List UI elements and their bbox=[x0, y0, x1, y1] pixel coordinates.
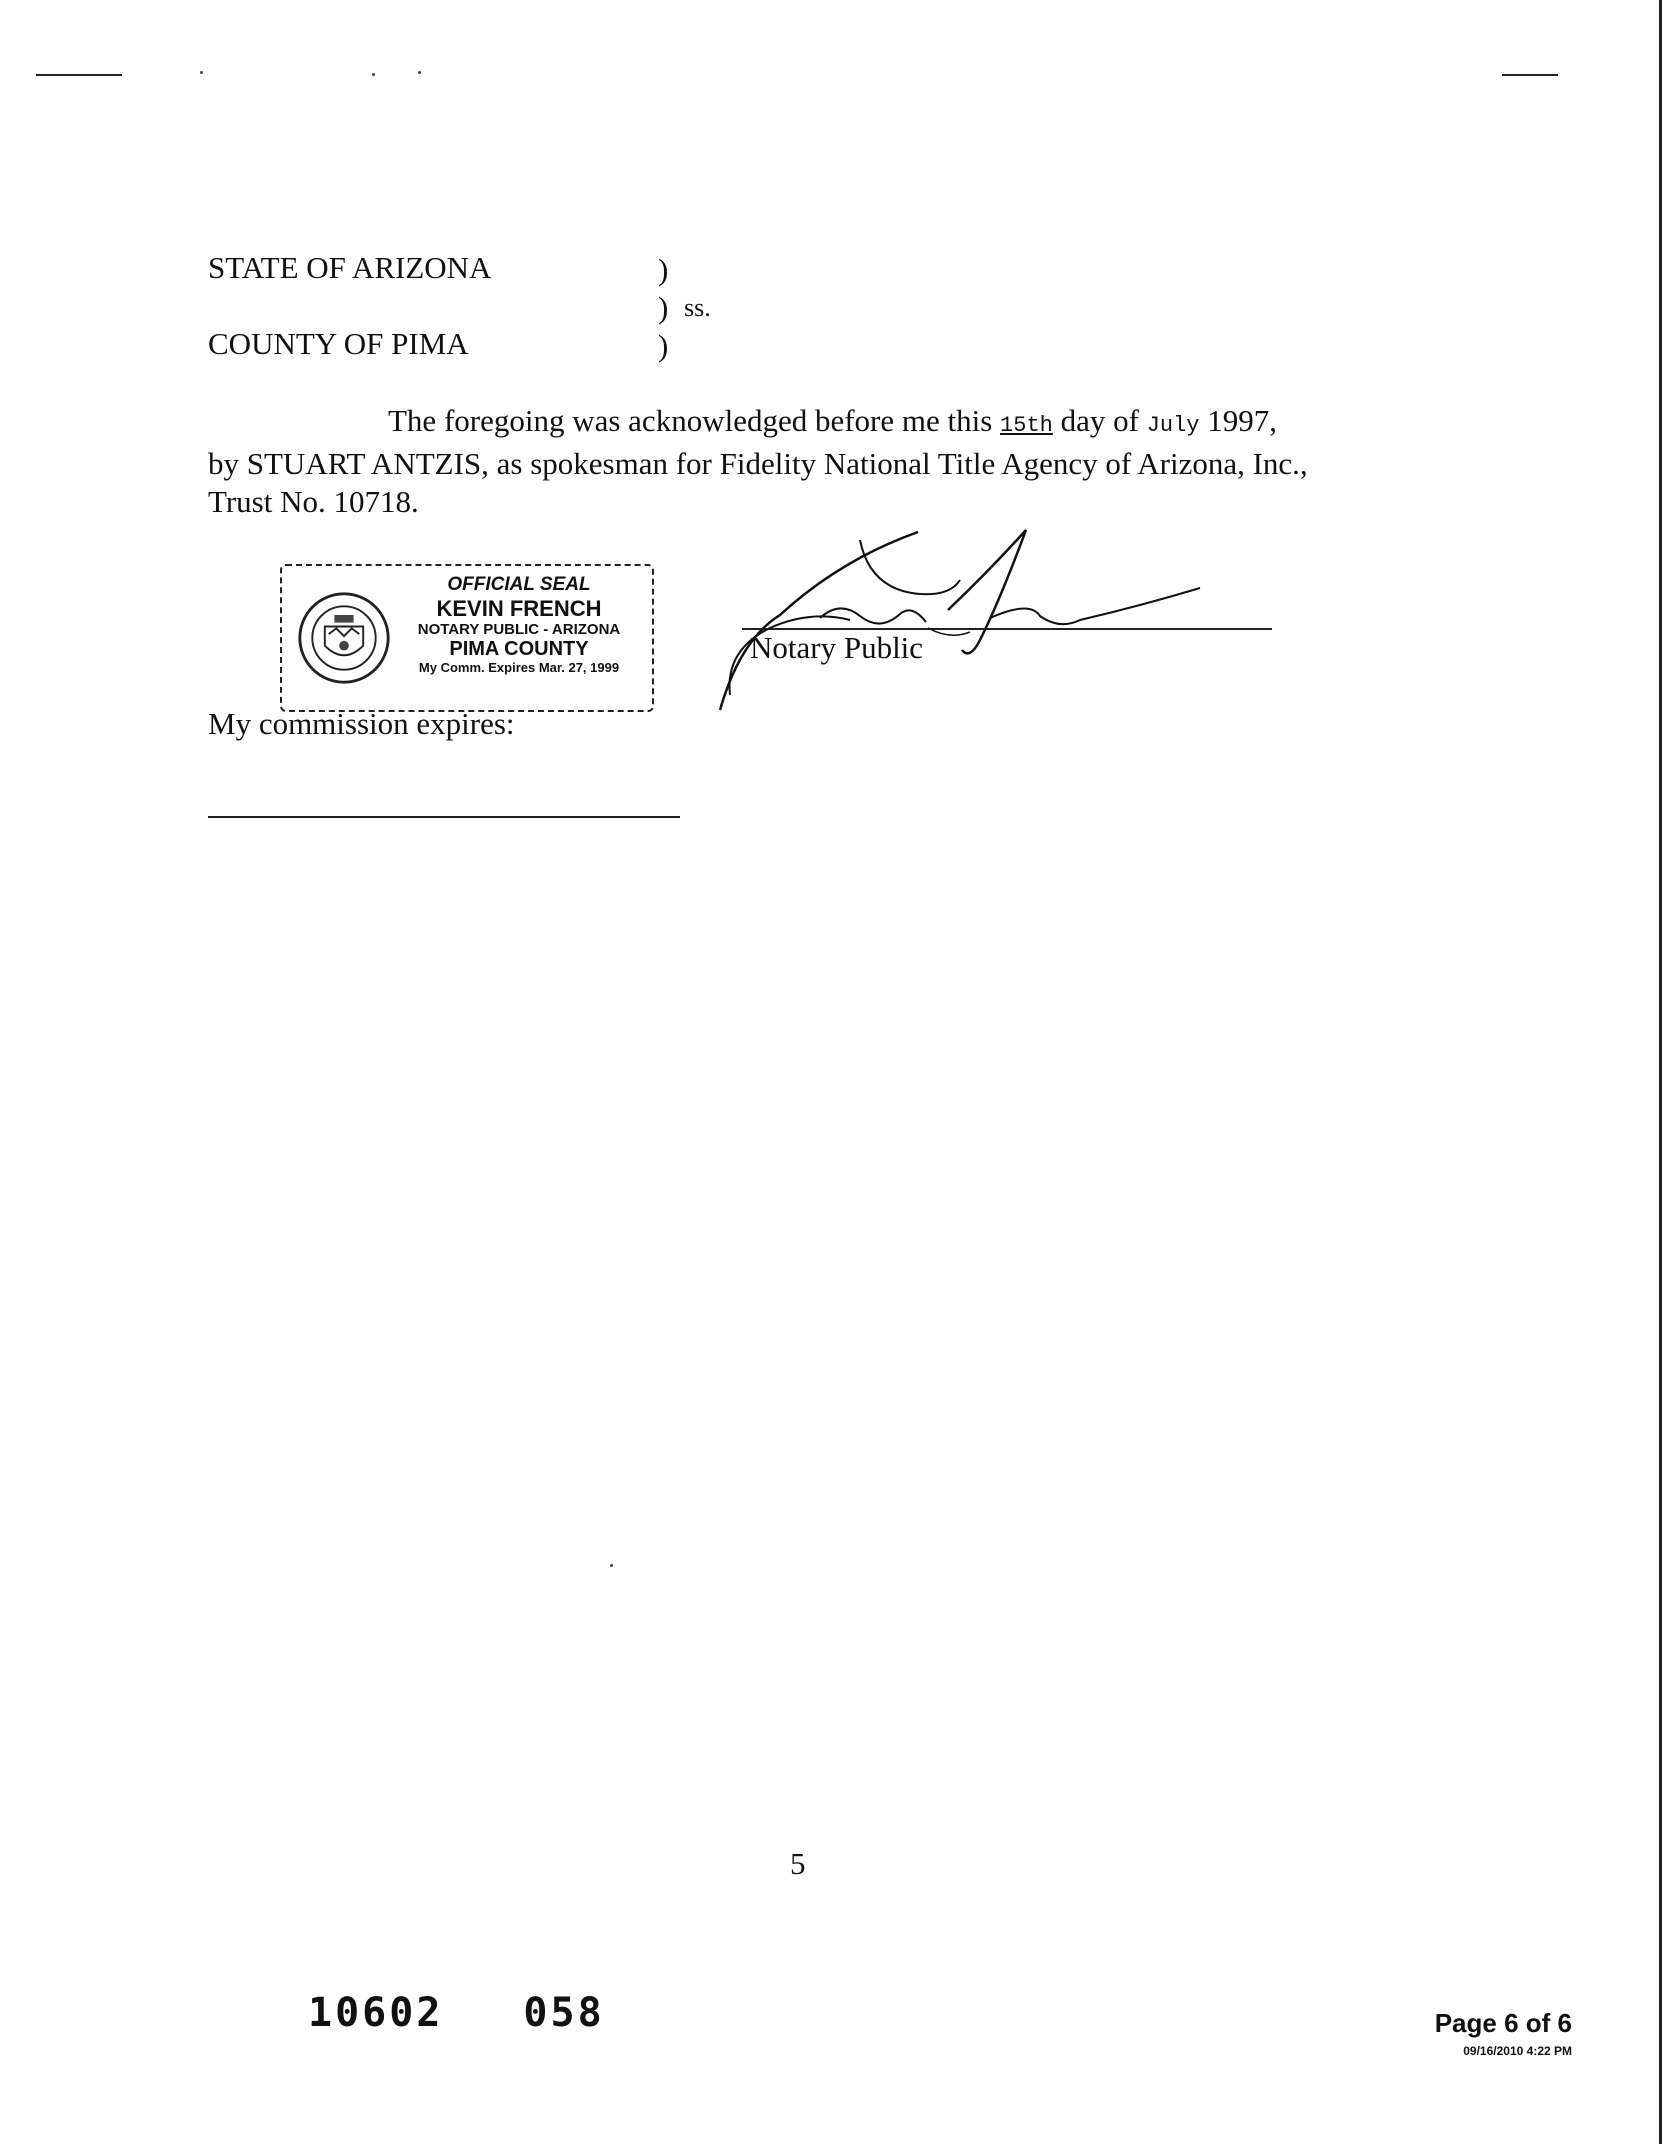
venue-ss: ss. bbox=[684, 293, 711, 322]
venue-paren: ) bbox=[658, 252, 669, 287]
page-number: 5 bbox=[790, 1846, 806, 1881]
acknowledgment-month: July bbox=[1146, 413, 1200, 438]
commission-expires-label: My commission expires: bbox=[208, 706, 515, 741]
recording-book-page bbox=[308, 1990, 605, 2036]
footer-timestamp: 09/16/2010 4:22 PM bbox=[1463, 2044, 1572, 2058]
acknowledgment-day: 15th bbox=[1000, 413, 1053, 438]
scan-speck bbox=[200, 71, 203, 74]
venue-paren: ) bbox=[658, 328, 669, 363]
scan-speck bbox=[418, 71, 421, 74]
notary-seal-stamp bbox=[280, 564, 654, 712]
acknowledgment-year: 1997, bbox=[1207, 403, 1278, 438]
acknowledgment-prefix: The foregoing was acknowledged before me this bbox=[388, 403, 993, 438]
recording-book: 10602 bbox=[308, 1990, 444, 2036]
seal-county: PIMA COUNTY bbox=[449, 638, 589, 661]
scan-mark-top-right bbox=[1502, 74, 1558, 76]
seal-notary-title: NOTARY PUBLIC - ARIZONA bbox=[417, 621, 621, 639]
acknowledgment-day-of: day of bbox=[1060, 403, 1139, 438]
venue-state: STATE OF ARIZONA bbox=[208, 250, 492, 285]
recording-page: 058 bbox=[523, 1990, 605, 2036]
state-seal-emblem-icon bbox=[296, 590, 392, 686]
acknowledgment-line-3: Trust No. 10718. bbox=[208, 484, 419, 519]
venue-county: COUNTY OF PIMA bbox=[208, 326, 469, 361]
scan-page-edge bbox=[1659, 0, 1662, 2144]
venue-paren: ) bbox=[658, 290, 669, 325]
seal-official-label: OFFICIAL SEAL bbox=[447, 574, 591, 595]
scan-speck bbox=[372, 73, 375, 76]
handwritten-signature bbox=[700, 520, 1220, 720]
acknowledgment-line-1 bbox=[208, 402, 1408, 445]
scan-speck bbox=[610, 1564, 613, 1567]
seal-notary-name: KEVIN FRENCH bbox=[436, 595, 602, 621]
scan-mark-top-left bbox=[36, 74, 122, 76]
seal-expiration: My Comm. Expires Mar. 27, 1999 bbox=[418, 660, 620, 676]
seal-text-block bbox=[394, 574, 644, 676]
acknowledgment-paragraph bbox=[208, 402, 1408, 521]
footer-page-count: Page 6 of 6 bbox=[1434, 2008, 1572, 2038]
commission-expires-line bbox=[208, 816, 680, 818]
acknowledgment-line-2: by STUART ANTZIS, as spokesman for Fidelity National Title Agency of Arizona, Inc., bbox=[208, 446, 1308, 481]
notary-public-label: Notary Public bbox=[750, 630, 924, 665]
